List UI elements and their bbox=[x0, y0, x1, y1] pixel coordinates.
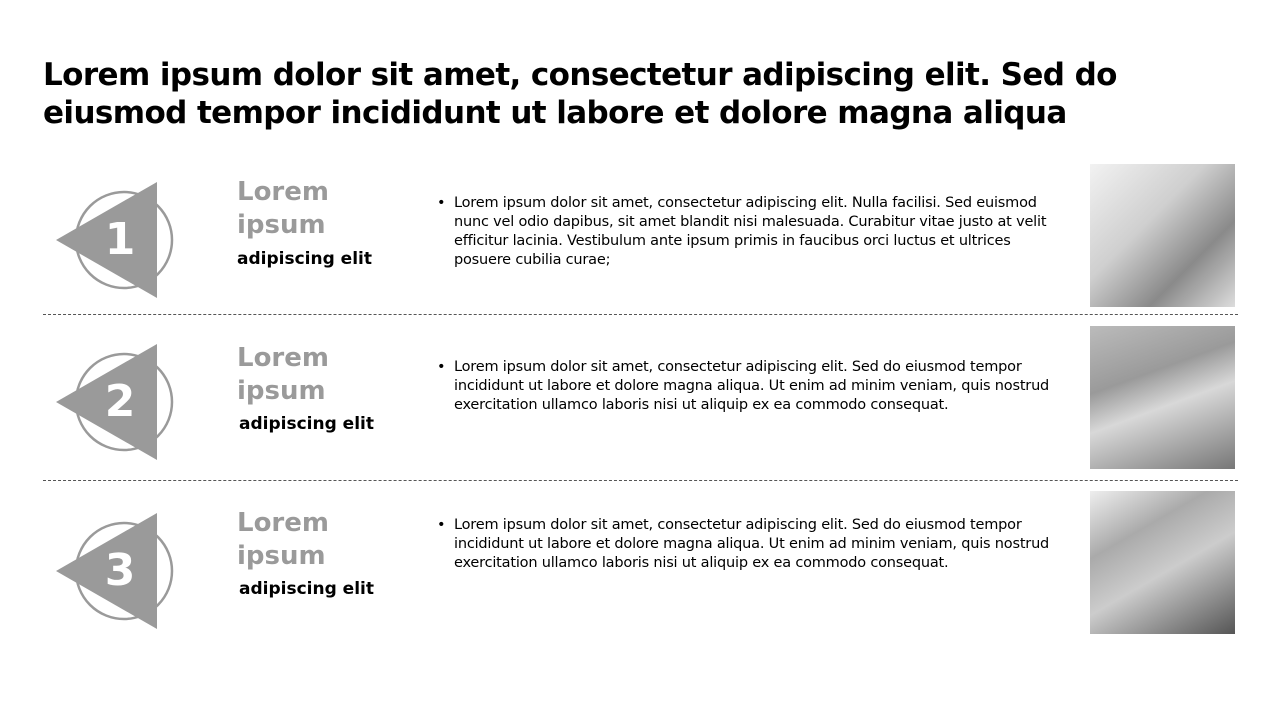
presentation-meeting-photo bbox=[1090, 164, 1235, 307]
divider bbox=[43, 480, 1238, 481]
item-number: 2 bbox=[104, 376, 136, 427]
number-badge bbox=[55, 182, 175, 302]
hand-drawing-graph-photo bbox=[1090, 326, 1235, 469]
item-subheading: adipiscing elit bbox=[237, 249, 372, 269]
item-description: • Lorem ipsum dolor sit amet, consectetur adipiscing elit. Nulla facilisi. Sed euismod nunc vel odio dapibus, sit amet blandit nisi malesuada. Curabitur vitae justo at velit efficitur lacinia. Vestibulum ante ipsum primis in faucibus orci luctus et ultrices posuere cubilia curae; bbox=[437, 195, 1047, 268]
list-item bbox=[0, 164, 1280, 314]
divider bbox=[43, 314, 1238, 315]
item-heading: Lorem ipsum bbox=[237, 508, 329, 571]
woman-touchscreen-photo bbox=[1090, 491, 1235, 634]
item-subheading: adipiscing elit bbox=[239, 579, 374, 599]
item-heading: Lorem ipsum bbox=[237, 343, 329, 406]
item-number: 1 bbox=[104, 214, 136, 265]
list-item bbox=[0, 491, 1280, 641]
slide-title: Lorem ipsum dolor sit amet, consectetur adipiscing elit. Sed do eiusmod tempor incididunt ut labore et dolore magna aliqua bbox=[43, 57, 1117, 131]
item-number: 3 bbox=[104, 545, 136, 596]
item-description: • Lorem ipsum dolor sit amet, consectetur adipiscing elit. Sed do eiusmod tempor incididunt ut labore et dolore magna aliqua. Ut enim ad minim veniam, quis nostrud exercitation ullamco laboris nisi ut aliquip ex ea commodo consequat. bbox=[437, 517, 1050, 571]
number-badge bbox=[55, 344, 175, 464]
item-description: • Lorem ipsum dolor sit amet, consectetur adipiscing elit. Sed do eiusmod tempor incididunt ut labore et dolore magna aliqua. Ut enim ad minim veniam, quis nostrud exercitation ullamco laboris nisi ut aliquip ex ea commodo consequat. bbox=[437, 359, 1050, 413]
list-item bbox=[0, 326, 1280, 476]
item-heading: Lorem ipsum bbox=[237, 177, 329, 240]
item-subheading: adipiscing elit bbox=[239, 414, 374, 434]
number-badge bbox=[55, 513, 175, 633]
